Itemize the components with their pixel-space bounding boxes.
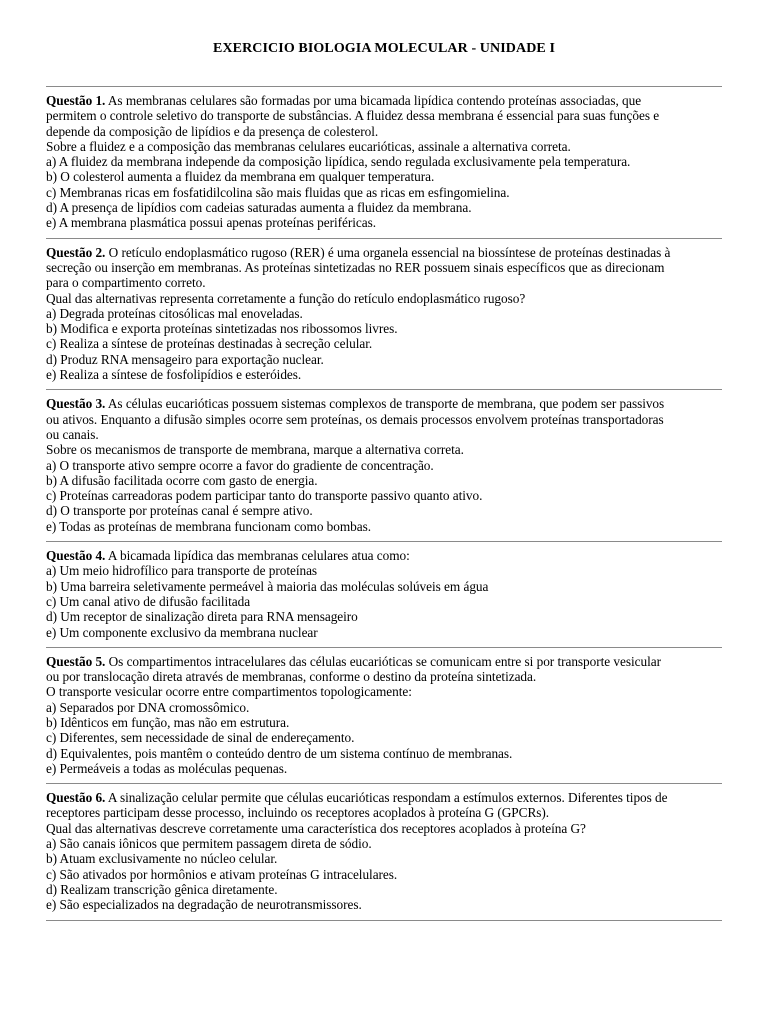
answer-option-a: a) Degrada proteínas citosólicas mal enoveladas.: [46, 305, 303, 321]
question-label: Questão 6.: [46, 790, 106, 806]
answer-option-b: b) Uma barreira seletivamente permeável à maioria das moléculas solúveis em água: [46, 578, 489, 594]
question-label: Questão 5.: [46, 653, 106, 669]
answer-option-d: d) Equivalentes, pois mantêm o conteúdo dentro de um sistema contínuo de membranas.: [46, 745, 513, 761]
question-stem-text: O retículo endoplasmático rugoso (RER) é uma organela essencial na biossíntese de proteínas destinadas à: [105, 244, 671, 260]
question-3: [46, 390, 722, 541]
answer-option-a: a) São canais iônicos que permitem passagem direta de sódio.: [46, 836, 372, 852]
question-stem-line: [46, 124, 722, 139]
question-stem-text: Qual das alternativas descreve corretamente uma característica dos receptores acoplados à proteína G?: [46, 820, 586, 836]
question-label: Questão 2.: [46, 244, 106, 260]
question-stem-first-line: [46, 93, 722, 108]
questions-list: [46, 87, 722, 921]
question-1: [46, 87, 722, 238]
question-stem-text: Qual das alternativas representa corretamente a função do retículo endoplasmático rugoso?: [46, 290, 526, 306]
answer-option-c: c) Diferentes, sem necessidade de sinal de endereçamento.: [46, 730, 355, 746]
question-stem-first-line: [46, 790, 722, 805]
answer-option-c: c) Membranas ricas em fosfatidilcolina são mais fluidas que as ricas em esfingomielina.: [46, 184, 510, 200]
answer-option-e: e) Todas as proteínas de membrana funcionam como bombas.: [46, 518, 372, 534]
answer-option-a: a) Separados por DNA cromossômico.: [46, 699, 250, 715]
question-stem-line: [46, 821, 722, 836]
worksheet-page: [46, 0, 722, 921]
answer-option-a: a) O transporte ativo sempre ocorre a favor do gradiente de concentração.: [46, 457, 434, 473]
answer-option-d: d) A presença de lipídios com cadeias saturadas aumenta a fluidez da membrana.: [46, 200, 472, 216]
question-stem-text: Sobre a fluidez e a composição das membranas celulares eucarióticas, assinale a alternativa correta.: [46, 138, 571, 154]
question-stem-text: receptores participam desse processo, incluindo os receptores acoplados à proteína G (GPCRs).: [46, 805, 550, 821]
question-stem-first-line: [46, 245, 722, 260]
answer-option-c: c) Proteínas carreadoras podem participar tanto do transporte passivo quanto ativo.: [46, 488, 483, 504]
answer-option-c: c) São ativados por hormônios e ativam proteínas G intracelulares.: [46, 866, 398, 882]
question-stem-text: As membranas celulares são formadas por uma bicamada lipídica contendo proteínas associadas, que: [105, 93, 642, 108]
answer-option-d: d) O transporte por proteínas canal é sempre ativo.: [46, 503, 313, 519]
question-stem-text: ou por translocação direta através de membranas, conforme o destino da proteína sintetizada.: [46, 669, 537, 685]
answer-option-d: d) Realizam transcrição gênica diretamente.: [46, 881, 278, 897]
question-label: Questão 4.: [46, 548, 106, 564]
question-2: [46, 239, 722, 390]
question-stem-line: [46, 684, 722, 699]
question-stem-first-line: [46, 548, 722, 563]
answer-option-e: e) São especializados na degradação de neurotransmissores.: [46, 897, 362, 913]
question-stem-line: [46, 139, 722, 154]
question-stem-text: Sobre os mecanismos de transporte de membrana, marque a alternativa correta.: [46, 442, 464, 458]
question-stem-line: [46, 412, 722, 427]
answer-option-b: b) Atuam exclusivamente no núcleo celular.: [46, 851, 278, 867]
question-5: [46, 648, 722, 783]
answer-option-c: c) Realiza a síntese de proteínas destinadas à secreção celular.: [46, 336, 373, 352]
question-stem-text: O transporte vesicular ocorre entre compartimentos topologicamente:: [46, 684, 412, 700]
answer-option-d: d) Produz RNA mensageiro para exportação nuclear.: [46, 351, 324, 367]
answer-option-b: b) Modifica e exporta proteínas sintetizadas nos ribossomos livres.: [46, 321, 398, 337]
answer-option-e: e) Realiza a síntese de fosfolipídios e esteróides.: [46, 367, 302, 383]
question-stem-line: [46, 669, 722, 684]
question-stem-line: [46, 260, 722, 275]
question-stem-text: ou canais.: [46, 426, 99, 442]
question-stem-first-line: [46, 396, 722, 411]
question-stem-text: permitem o controle seletivo do transporte de substâncias. A fluidez dessa membrana é essencial para suas funções e: [46, 108, 660, 124]
answer-option-e: e) A membrana plasmática possui apenas proteínas periféricas.: [46, 215, 376, 231]
answer-option-c: c) Um canal ativo de difusão facilitada: [46, 593, 251, 609]
question-label: Questão 1.: [46, 93, 106, 108]
answer-option-e: e) Um componente exclusivo da membrana nuclear: [46, 624, 318, 640]
answer-option-d: d) Um receptor de sinalização direta para RNA mensageiro: [46, 609, 358, 625]
answer-option-e: e) Permeáveis a todas as moléculas pequenas.: [46, 760, 288, 776]
question-stem-text: A sinalização celular permite que células eucarióticas respondam a estímulos externos. Diferentes tipos de: [105, 790, 668, 806]
question-stem-text: para o compartimento correto.: [46, 275, 206, 291]
answer-option-a: a) A fluidez da membrana independe da composição lipídica, sendo regulada exclusivamente pela temperatura.: [46, 154, 631, 170]
answer-option-b: b) Idênticos em função, mas não em estrutura.: [46, 714, 290, 730]
question-stem-line: [46, 805, 722, 820]
question-stem-first-line: [46, 654, 722, 669]
question-stem-text: secreção ou inserção em membranas. As proteínas sintetizadas no RER possuem sinais específicos que as direcionam: [46, 259, 665, 275]
answer-option-b: b) A difusão facilitada ocorre com gasto de energia.: [46, 472, 318, 488]
question-label: Questão 3.: [46, 396, 106, 412]
question-stem-text: A bicamada lipídica das membranas celulares atua como:: [105, 548, 410, 564]
question-stem-line: [46, 427, 722, 442]
question-stem-text: Os compartimentos intracelulares das células eucarióticas se comunicam entre si por transporte vesicular: [105, 653, 661, 669]
question-stem-text: depende da composição de lipídios e da presença de colesterol.: [46, 123, 379, 139]
answer-option-b: b) O colesterol aumenta a fluidez da membrana em qualquer temperatura.: [46, 169, 435, 185]
question-stem-text: ou ativos. Enquanto a difusão simples ocorre sem proteínas, os demais processos envolvem proteínas transportadoras: [46, 411, 664, 427]
question-4: [46, 542, 722, 647]
answer-option-a: a) Um meio hidrofílico para transporte de proteínas: [46, 563, 318, 579]
document-title: EXERCICIO BIOLOGIA MOLECULAR - UNIDADE I: [213, 41, 555, 56]
question-stem-text: As células eucarióticas possuem sistemas complexos de transporte de membrana, que podem ser passivos: [105, 396, 665, 412]
question-stem-line: [46, 442, 722, 457]
separator: [46, 920, 722, 921]
question-6: [46, 784, 722, 919]
question-stem-line: [46, 108, 722, 123]
question-stem-line: [46, 275, 722, 290]
question-stem-line: [46, 291, 722, 306]
